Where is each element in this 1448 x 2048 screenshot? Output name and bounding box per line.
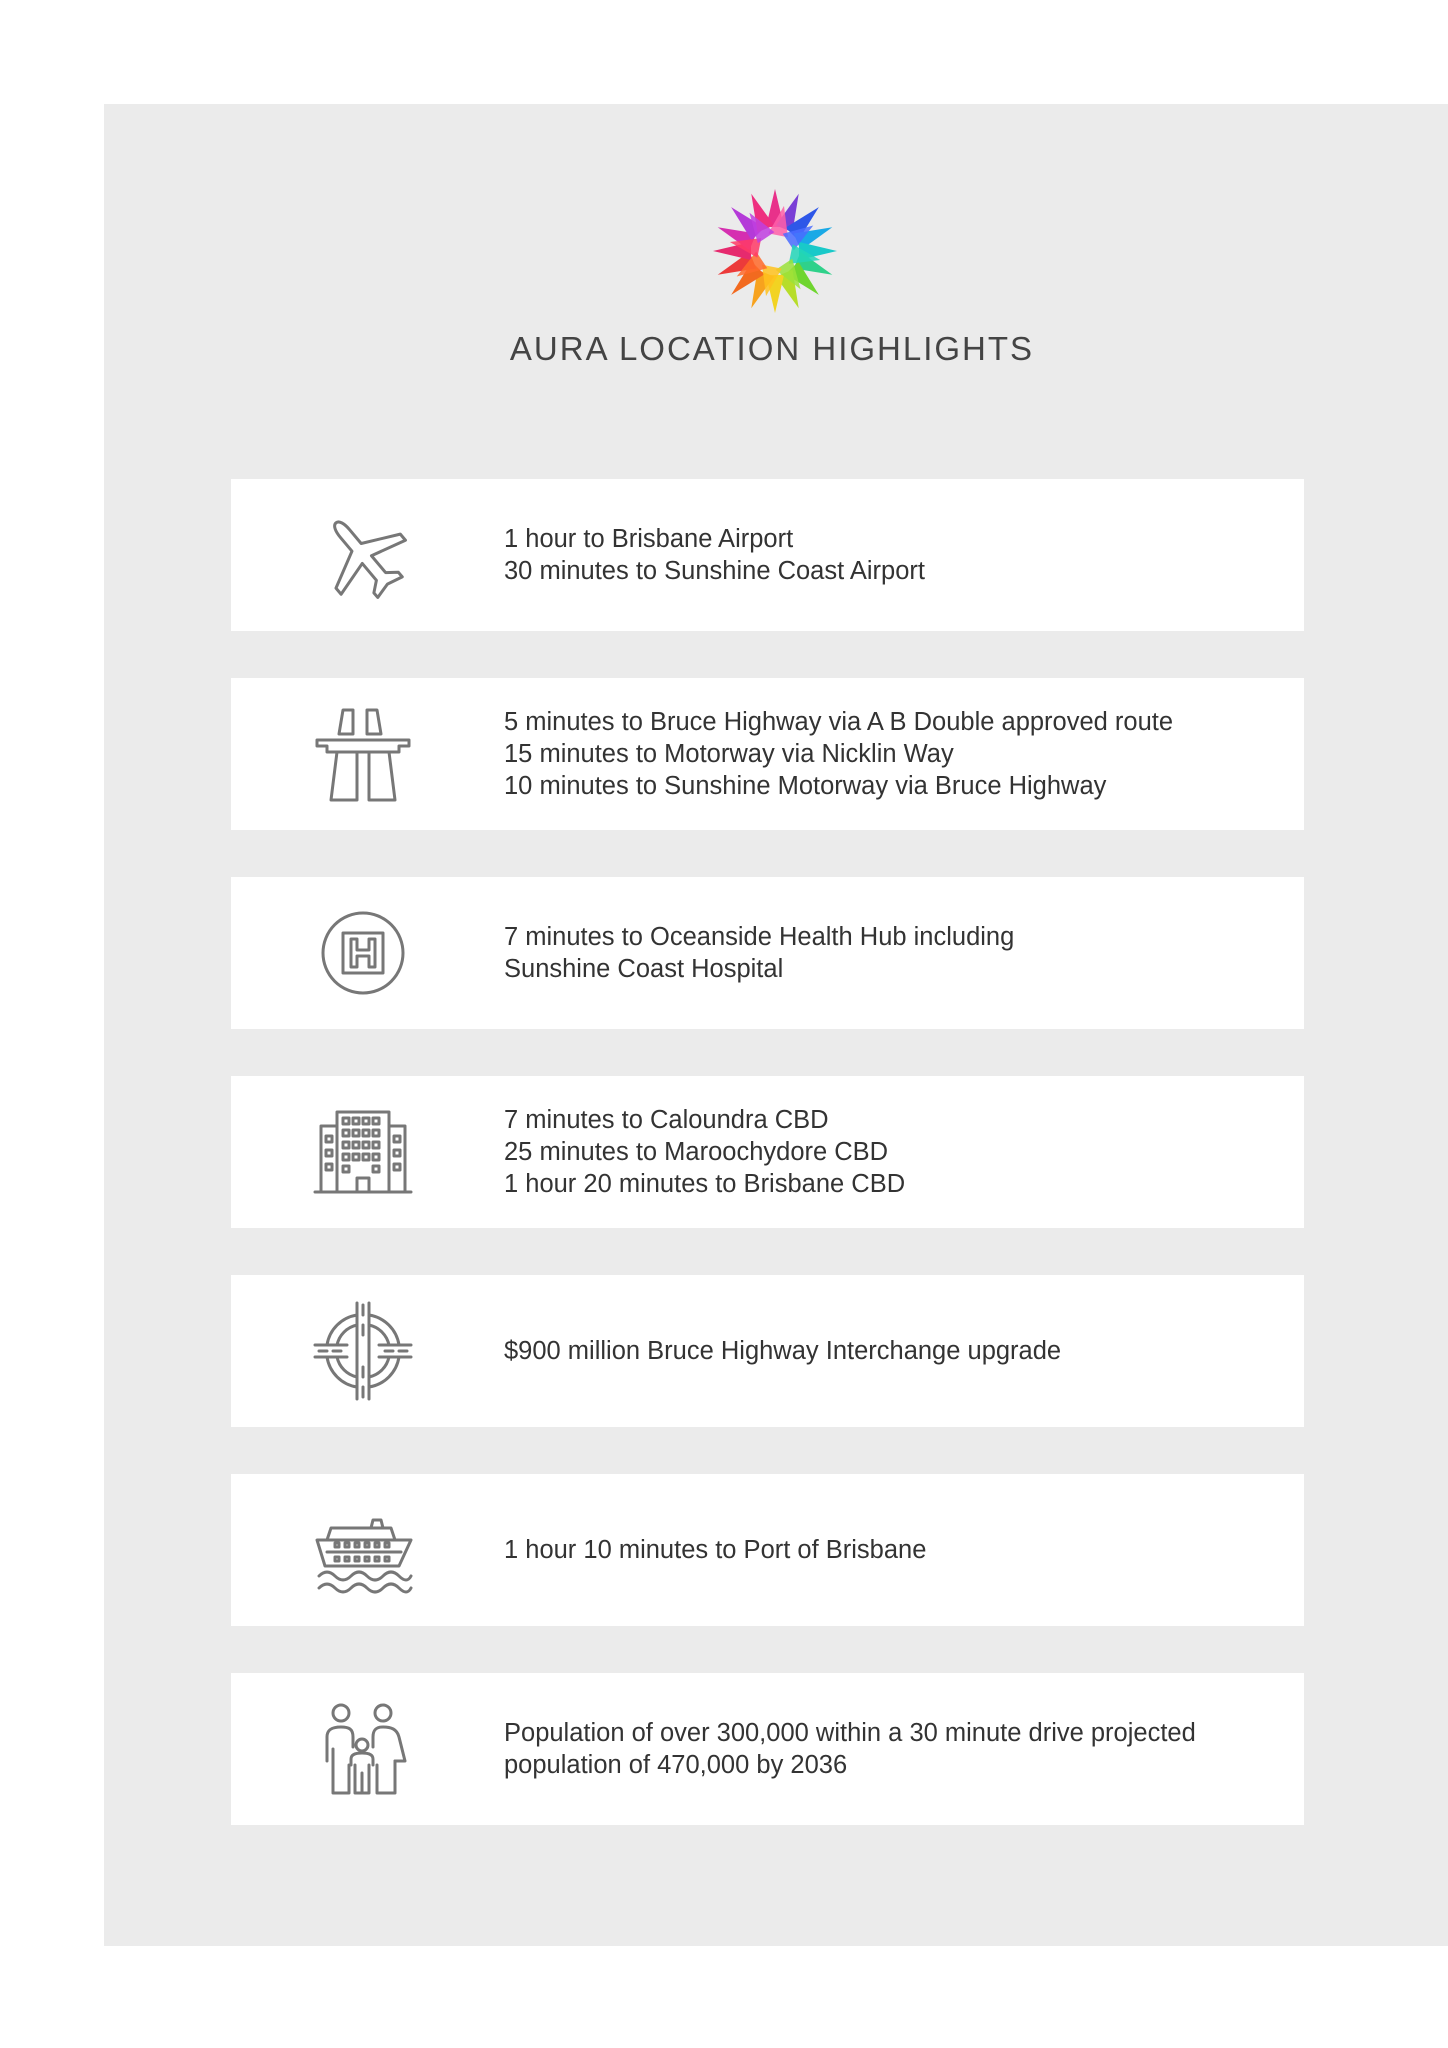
cruise-ship-icon [313,1500,413,1600]
highlight-line: 7 minutes to Caloundra CBD [504,1106,829,1134]
highlight-line: 15 minutes to Motorway via Nicklin Way [504,740,954,768]
airplane-icon [313,505,413,605]
highlight-card-population [231,1673,1304,1825]
highlight-text [504,479,1264,631]
highlight-card-airport [231,479,1304,631]
highlight-card-interchange [231,1275,1304,1427]
highlight-text [504,678,1264,830]
family-icon [313,1699,413,1799]
highlight-card-port [231,1474,1304,1626]
highlight-line: $900 million Bruce Highway Interchange upgrade [504,1337,1062,1365]
hospital-icon [313,903,413,1003]
highlight-card-hospital [231,877,1304,1029]
highlight-card-cbd [231,1076,1304,1228]
highlight-line: 1 hour to Brisbane Airport [504,525,794,553]
motorway-icon [313,704,413,804]
highlight-line: 25 minutes to Maroochydore CBD [504,1138,889,1166]
highlight-line: Sunshine Coast Hospital [504,955,784,983]
highlight-text [504,1673,1264,1825]
highlight-line: 1 hour 20 minutes to Brisbane CBD [504,1170,906,1198]
highlight-line: 7 minutes to Oceanside Health Hub including [504,923,1015,951]
page-title: AURA LOCATION HIGHLIGHTS [509,330,1035,367]
office-building-icon [313,1102,413,1202]
interchange-icon [313,1301,413,1401]
highlight-line: 10 minutes to Sunshine Motorway via Bruce Highway [504,772,1107,800]
highlight-text [504,1076,1264,1228]
aura-starburst-logo-icon [709,185,841,317]
highlight-line: population of 470,000 by 2036 [504,1751,848,1779]
highlight-card-motorway [231,678,1304,830]
highlight-line: 1 hour 10 minutes to Port of Brisbane [504,1536,927,1564]
highlight-line: 5 minutes to Bruce Highway via A B Double approved route [504,708,1174,736]
highlight-line: 30 minutes to Sunshine Coast Airport [504,557,925,585]
highlight-line: Population of over 300,000 within a 30 minute drive projected [504,1719,1196,1747]
highlight-text [504,877,1264,1029]
highlight-text [504,1275,1264,1427]
highlight-text [504,1474,1264,1626]
